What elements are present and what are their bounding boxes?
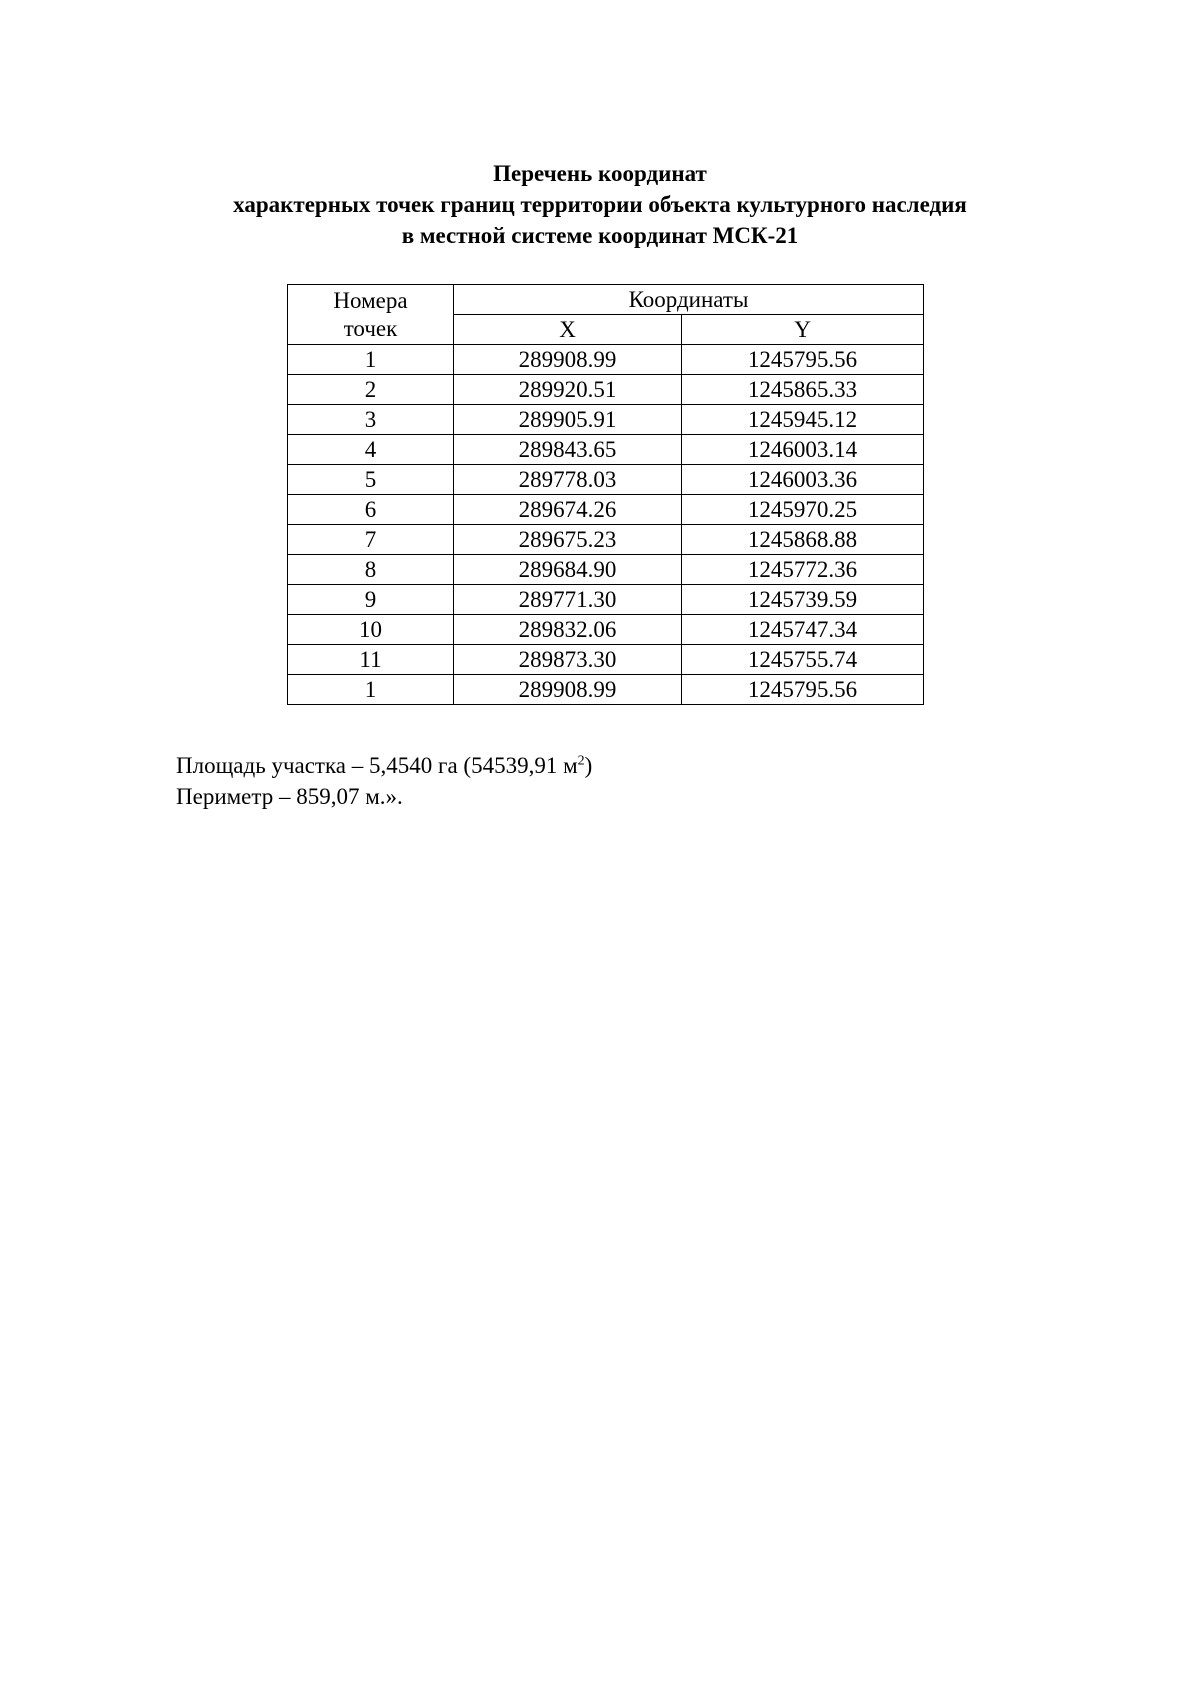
- cell-x: 289843.65: [454, 435, 682, 465]
- cell-y: 1246003.36: [682, 465, 924, 495]
- cell-point: 5: [288, 465, 454, 495]
- document-title: [0, 158, 1200, 251]
- cell-x: 289908.99: [454, 345, 682, 375]
- cell-point: 8: [288, 555, 454, 585]
- cell-point: 7: [288, 525, 454, 555]
- cell-point: 1: [288, 675, 454, 705]
- cell-y: 1245945.12: [682, 405, 924, 435]
- cell-x: 289771.30: [454, 585, 682, 615]
- table-row: [288, 675, 924, 705]
- cell-y: 1246003.14: [682, 435, 924, 465]
- cell-x: 289908.99: [454, 675, 682, 705]
- summary-block: [176, 750, 592, 812]
- cell-x: 289778.03: [454, 465, 682, 495]
- cell-x: 289920.51: [454, 375, 682, 405]
- table-header-row: [288, 285, 924, 315]
- cell-point: 1: [288, 345, 454, 375]
- cell-y: 1245795.56: [682, 675, 924, 705]
- header-y: Y: [682, 315, 924, 345]
- cell-point: 2: [288, 375, 454, 405]
- cell-y: 1245795.56: [682, 345, 924, 375]
- table-row: [288, 585, 924, 615]
- cell-y: 1245739.59: [682, 585, 924, 615]
- cell-x: 289675.23: [454, 525, 682, 555]
- table-row: [288, 645, 924, 675]
- title-line-3: в местной системе координат МСК-21: [401, 223, 799, 248]
- perimeter-line: Периметр – 859,07 м.».: [176, 784, 403, 809]
- table-row: [288, 375, 924, 405]
- table-row: [288, 465, 924, 495]
- cell-point: 9: [288, 585, 454, 615]
- table-row: [288, 525, 924, 555]
- table-row: [288, 495, 924, 525]
- title-line-1: Перечень координат: [493, 161, 707, 186]
- cell-x: 289684.90: [454, 555, 682, 585]
- table-row: [288, 615, 924, 645]
- header-point-numbers: [288, 285, 454, 345]
- header-x: X: [454, 315, 682, 345]
- header-coordinates: Координаты: [454, 285, 924, 315]
- cell-y: 1245747.34: [682, 615, 924, 645]
- coordinates-table: [287, 284, 924, 705]
- area-line: [176, 750, 592, 781]
- header-points-line-1: Номера: [333, 287, 408, 313]
- cell-point: 11: [288, 645, 454, 675]
- cell-y: 1245772.36: [682, 555, 924, 585]
- table-body: [288, 345, 924, 705]
- cell-point: 4: [288, 435, 454, 465]
- cell-x: 289905.91: [454, 405, 682, 435]
- header-points-line-2: точек: [343, 315, 398, 341]
- cell-y: 1245865.33: [682, 375, 924, 405]
- title-line-2: характерных точек границ территории объекта культурного наследия: [233, 192, 967, 217]
- cell-point: 10: [288, 615, 454, 645]
- table-row: [288, 555, 924, 585]
- cell-x: 289674.26: [454, 495, 682, 525]
- cell-y: 1245755.74: [682, 645, 924, 675]
- cell-point: 3: [288, 405, 454, 435]
- cell-y: 1245970.25: [682, 495, 924, 525]
- cell-point: 6: [288, 495, 454, 525]
- area-close: ): [584, 753, 593, 778]
- cell-x: 289832.06: [454, 615, 682, 645]
- cell-x: 289873.30: [454, 645, 682, 675]
- table-row: [288, 345, 924, 375]
- area-text: Площадь участка – 5,4540 га (54539,91 м: [176, 753, 578, 778]
- table-row: [288, 405, 924, 435]
- table-row: [288, 435, 924, 465]
- area-superscript: 2: [577, 753, 585, 769]
- cell-y: 1245868.88: [682, 525, 924, 555]
